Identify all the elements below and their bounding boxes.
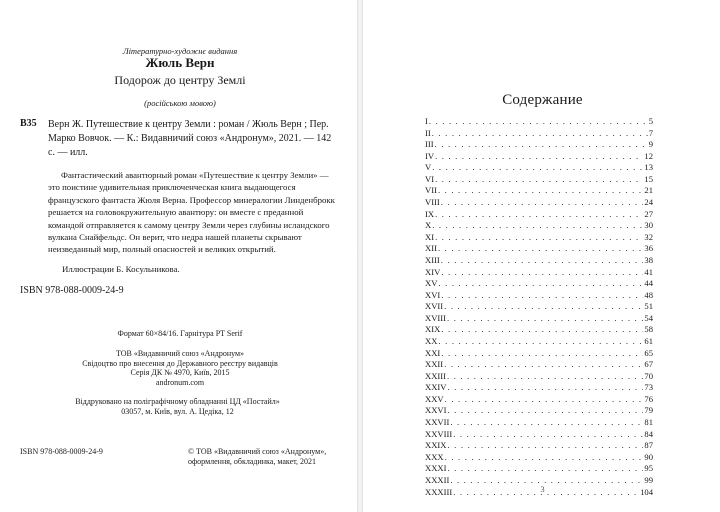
toc-chapter: XXVII (425, 417, 450, 428)
toc-entry (425, 371, 653, 383)
toc-leader-dots (432, 162, 643, 174)
udk-code: В35 (20, 118, 37, 129)
toc-page: 9 (648, 139, 653, 150)
toc-entry (425, 429, 653, 441)
toc-entry (425, 243, 653, 255)
toc-page: 54 (644, 312, 653, 323)
toc-page: 13 (644, 162, 653, 173)
toc-page: 95 (644, 463, 653, 474)
toc-entry (425, 452, 653, 464)
toc-page: 12 (644, 150, 653, 161)
toc-leader-dots (447, 382, 643, 394)
bibliographic-entry: Верн Ж. Путешествие к центру Земли : роман / Жюль Верн ; Пер. Марко Вовчок. — К.: Видавничий союз «Андронум», 2021. — 142 с. — илл. (48, 119, 332, 158)
toc-page: 73 (644, 382, 653, 393)
toc-chapter: I (425, 116, 428, 126)
toc-leader-dots (447, 405, 643, 417)
toc-chapter: XII (425, 243, 437, 254)
toc-leader-dots (441, 267, 643, 279)
toc-leader-dots (441, 324, 643, 336)
toc-page: 27 (644, 208, 653, 219)
toc-entry (425, 255, 653, 267)
toc-leader-dots (447, 463, 643, 475)
toc-leader-dots (444, 301, 643, 313)
toc-chapter: XXV (425, 393, 444, 404)
toc-leader-dots (438, 278, 643, 290)
toc-page: 5 (648, 116, 653, 126)
toc-leader-dots (441, 290, 643, 302)
toc-entry (425, 128, 653, 140)
toc-leader-dots (435, 209, 643, 221)
toc-chapter: XVII (425, 301, 444, 312)
toc-entry (425, 313, 653, 325)
toc-page: 65 (644, 347, 653, 358)
toc-chapter: X (425, 220, 432, 231)
toc-chapter: XVIII (425, 312, 446, 323)
imprint-line: Серія ДК № 4970, Київ, 2015 (130, 368, 230, 378)
toc-entry (425, 301, 653, 313)
toc-page: 58 (644, 324, 653, 335)
toc-leader-dots (447, 440, 643, 452)
toc-page: 48 (644, 289, 653, 300)
toc-chapter: XXVI (425, 405, 447, 416)
toc-chapter: III (425, 139, 434, 150)
toc-entry (425, 359, 653, 371)
printer-line: Віддруковано на поліграфічному обладнанні ЦД «Постайл» (75, 397, 280, 406)
toc-page: 81 (644, 417, 653, 428)
page-number: 3 (540, 484, 545, 494)
toc-page: 87 (644, 440, 653, 451)
book-gutter (357, 0, 363, 512)
toc-entry (425, 139, 653, 151)
imprint-line: andronum.com (155, 377, 205, 387)
toc-chapter: V (425, 162, 432, 173)
toc-page: 15 (644, 173, 653, 184)
toc-chapter: XIV (425, 266, 441, 277)
toc-chapter: XV (425, 278, 438, 289)
toc-entry (425, 348, 653, 360)
copyright (188, 447, 326, 468)
toc-leader-dots (441, 197, 644, 209)
toc-chapter: XXIII (425, 370, 446, 381)
toc-page: 79 (644, 405, 653, 416)
toc-chapter: XXX (425, 451, 444, 462)
toc-chapter: XVI (425, 289, 441, 300)
toc-leader-dots (438, 336, 643, 348)
isbn: ISBN 978-088-0009-24-9 (20, 285, 124, 296)
imprint-format: Формат 60×84/16. Гарнітура PT Serif (117, 329, 243, 338)
toc-page: 104 (640, 486, 653, 497)
right-page (365, 0, 720, 512)
toc-chapter: II (425, 127, 431, 138)
toc-chapter: XX (425, 335, 438, 346)
toc-leader-dots (432, 128, 648, 140)
toc-entry (425, 197, 653, 209)
toc-leader-dots (435, 232, 643, 244)
illustrations-credit: Иллюстрации Б. Косульникова. (62, 264, 180, 274)
toc-page: 38 (644, 254, 653, 265)
toc-chapter: VIII (425, 197, 440, 208)
toc-entry (425, 463, 653, 475)
toc-chapter: XXIX (425, 440, 447, 451)
toc-page: 24 (644, 197, 653, 208)
toc-entry (425, 290, 653, 302)
toc-leader-dots (429, 116, 648, 128)
toc-entry (425, 382, 653, 394)
toc-leader-dots (447, 371, 643, 383)
toc-chapter: XXVIII (425, 428, 453, 439)
toc-chapter: XXXI (425, 463, 447, 474)
toc-chapter: XXI (425, 347, 441, 358)
toc-chapter: XXIV (425, 382, 447, 393)
toc-leader-dots (435, 151, 643, 163)
copyright-line: © ТОВ «Видавничий союз «Андронум», (188, 447, 327, 456)
toc-page: 44 (644, 278, 653, 289)
imprint-line: ТОВ «Видавничий союз «Андронум» (115, 349, 245, 358)
toc-entry (425, 417, 653, 429)
toc-leader-dots (445, 452, 644, 464)
language-note: (російською мовою) (144, 98, 216, 108)
left-page (0, 0, 355, 512)
toc-leader-dots (450, 417, 643, 429)
toc-chapter: XIII (425, 254, 440, 265)
toc-entry (425, 151, 653, 163)
toc-chapter: IX (425, 208, 435, 219)
printer-line: 03057, м. Київ, вул. А. Цедіка, 12 (121, 406, 234, 416)
author-name: Жюль Верн (145, 55, 215, 70)
toc-heading: Содержание (502, 92, 583, 108)
series-label: Літературно-художнє видання (122, 46, 238, 56)
toc-chapter: VI (425, 173, 435, 184)
toc-leader-dots (453, 429, 643, 441)
toc-page: 51 (644, 301, 653, 312)
book-title: Подорож до центру Землі (114, 73, 246, 87)
toc-page: 70 (644, 370, 653, 381)
imprint-line: Свідоцтво про внесення до Державного реєстру видавців (82, 358, 278, 368)
toc-page: 67 (644, 359, 653, 370)
toc-entry (425, 440, 653, 452)
toc-chapter: XIX (425, 324, 441, 335)
toc-page: 30 (644, 220, 653, 231)
toc-entry (425, 174, 653, 186)
toc-entry (425, 116, 653, 128)
toc-chapter: XXII (425, 359, 444, 370)
toc-entry (425, 267, 653, 279)
toc-leader-dots (435, 139, 648, 151)
toc-leader-dots (447, 313, 643, 325)
toc-chapter: XXXII (425, 474, 450, 485)
toc-entry (425, 336, 653, 348)
copyright-line: оформлення, обкладинка, макет, 2021 (188, 457, 317, 467)
toc-page: 36 (644, 243, 653, 254)
toc-leader-dots (438, 185, 643, 197)
toc-leader-dots (444, 359, 643, 371)
toc-page: 21 (644, 185, 653, 196)
toc-page: 61 (644, 335, 653, 346)
toc-leader-dots (445, 394, 644, 406)
toc-page: 76 (644, 393, 653, 404)
toc-chapter: XXXIII (425, 486, 453, 497)
toc-leader-dots (435, 174, 643, 186)
toc-leader-dots (441, 255, 644, 267)
toc-entry (425, 185, 653, 197)
toc-chapter: VII (425, 185, 437, 196)
imprint-publisher (60, 349, 300, 387)
toc-leader-dots (441, 348, 643, 360)
toc-page: 90 (644, 451, 653, 462)
toc-entry (425, 324, 653, 336)
toc-page: 41 (644, 266, 653, 277)
annotation: Фантастический авантюрный роман «Путешествие к центру Земли» — это поистине удивительная приключенческая книга выдающегося французского фантаста Жюля Верна. Профессор минералогии Линденброкк решается на головокружительную авантюру: он вместе с преданной командой отправляется к самому центру Земли через глубины исландского вулкана Снайфельдс. Он верит, что недра нашей планеты скрывают неизведанный мир, полный опасностей и великих открытий. (48, 170, 335, 255)
toc-page: 32 (644, 231, 653, 242)
toc-chapter: IV (425, 150, 435, 161)
toc-page: 84 (644, 428, 653, 439)
table-of-contents (425, 116, 653, 498)
toc-page: 99 (644, 474, 653, 485)
footer-isbn: ISBN 978-088-0009-24-9 (20, 447, 103, 456)
toc-leader-dots (432, 220, 643, 232)
toc-entry (425, 278, 653, 290)
toc-page: 7 (648, 127, 653, 138)
toc-entry (425, 162, 653, 174)
toc-chapter: XI (425, 231, 435, 242)
toc-entry (425, 405, 653, 417)
toc-entry (425, 232, 653, 244)
toc-entry (425, 394, 653, 406)
printer-info (50, 397, 305, 416)
toc-entry (425, 220, 653, 232)
toc-entry (425, 209, 653, 221)
toc-leader-dots (438, 243, 643, 255)
